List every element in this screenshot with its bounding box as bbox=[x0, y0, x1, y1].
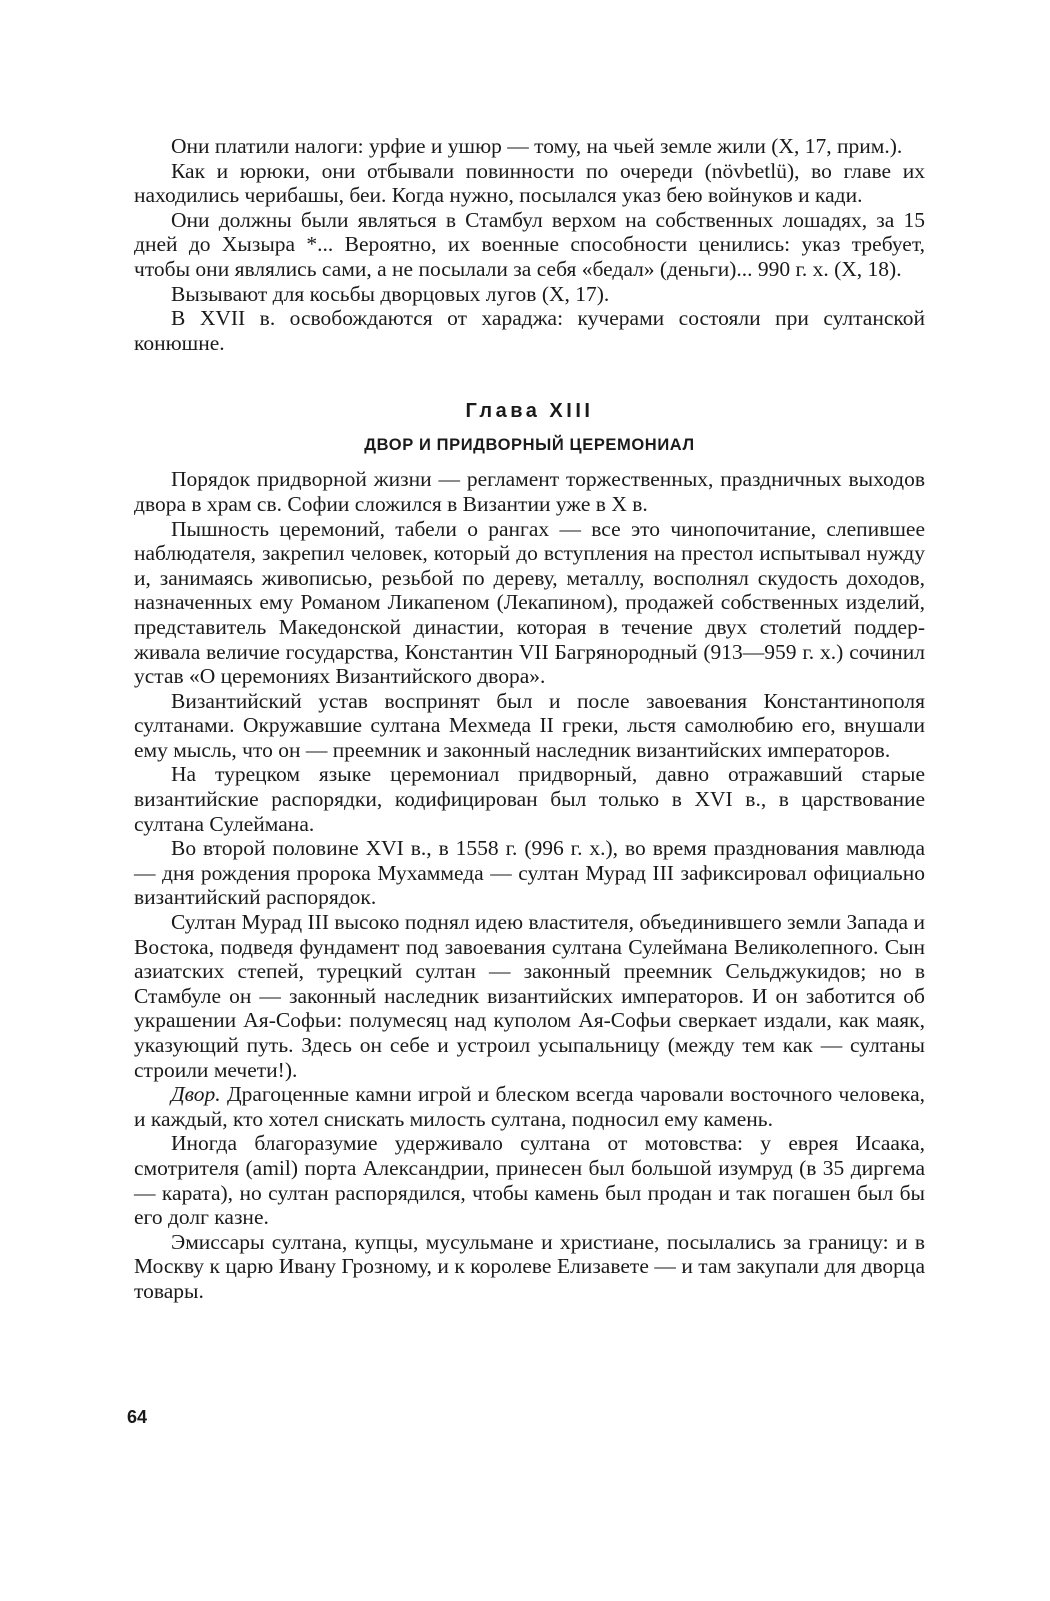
chapter-title: Глава XIII bbox=[465, 400, 594, 423]
paragraph-taxes: Они платили налоги: урфие и ушюр — тому, на чьей земле жили (X, 17, прим.). bbox=[171, 134, 903, 158]
paragraph-mawlid: Во второй половине XVI в., в 1558 г. (996 г. х.), во время празднования мавлюда — дня рождения пророка Мухаммеда — султан Мурад III зафиксировал официально византийский распорядок. bbox=[134, 836, 925, 910]
paragraph-court-order: Порядок придворной жизни — регламент торжественных, праздничных выходов двора в храм св. Софии сложился в Византии уже в X в. bbox=[134, 467, 925, 516]
paragraph-kharaj: В XVII в. освобождаются от хараджа: кучерами состояли при султанской конюшне. bbox=[134, 306, 925, 355]
paragraph-dvor bbox=[134, 1082, 925, 1131]
paragraph-emissaries: Эмиссары султана, купцы, мусульмане и христиане, посылались за границу: и в Москву к царю Ивану Грозному, и к королеве Елизавете — и там закупали для дворца товары. bbox=[134, 1229, 925, 1303]
page-number: 64 bbox=[127, 1407, 148, 1427]
chapter-subtitle: ДВОР И ПРИДВОРНЫЙ ЦЕРЕМОНИАЛ bbox=[364, 436, 695, 455]
paragraph-emerald: Иногда благоразумие удерживало султана от мотовства: у еврея Исаака, смотрителя (amil) порта Александрии, принесен был большой изумруд (в 35 диргема — карата), но султан распорядился, чтобы камень был продан и так погашен был бы его долг казне. bbox=[134, 1131, 925, 1230]
paragraph-byzantine-charter: Византийский устав воспринят был и после завоевания Константинополя султанами. Окружавшие султана Мехмеда II греки, льстя самолюбию его, внушали ему мысль, что он — преемник и законный наследник византийских императоров. bbox=[134, 688, 925, 762]
paragraph-duties: Как и юрюки, они отбывали повинности по очереди (növbetlü), во главе их находились черибашы, беи. Когда нужно, посылался указ бею войнуков и кади. bbox=[134, 158, 925, 208]
paragraph-meadows: Вызывают для косьбы дворцовых лугов (X, 17). bbox=[171, 281, 610, 306]
paragraph-ceremony: Пышность церемоний, табели о рангах — все это чинопочитание, слепившее наблюдателя, закрепил человек, который до вступления на престол испытывал нужду и, занимаясь живописью, резьбой по дереву, металлу, восполнял скудость доходов, назначенных ему Романом Ликапеном (Лекапином), продажей собственных изделий, представитель Македонской династии, которая в течение двух столетий поддерживала величие государства, Константин VII Багрянородный (913—959 г. х.) сочинил устав «О церемониях Византийского двора». bbox=[134, 516, 925, 689]
paragraph-istanbul: Они должны были являться в Стамбул верхом на собственных лошадях, за 15 дней до Хызыра *... Вероятно, их военные способности ценились: указ требует, чтобы они являлись сами, а не посылали за себя «бедал» (деньги)... 990 г. х. (X, 18). bbox=[134, 207, 925, 281]
paragraph-turkish-ceremonial: На турецком языке церемониал придворный, давно отражавший старые византийские распорядки, кодифицирован был только в XVI в., в царствование султана Сулеймана. bbox=[134, 762, 925, 836]
page-content bbox=[134, 134, 925, 1304]
dvor-lead-in: Двор. bbox=[171, 1082, 221, 1107]
dvor-text: Драгоценные камни игрой и блеском всегда чаровали восточного человека, и каждый, кто хотел снискать милость султана, подносил ему камень. bbox=[134, 1082, 925, 1131]
paragraph-murad: Султан Мурад III высоко поднял идею властителя, объединившего земли Запада и Востока, подведя фундамент под завоевания султана Сулеймана Великолепного. Сын азиатских степей, турецкий султан — законный преемник Сельджукидов; но в Стамбуле он — законный наследник византийских императоров. И он заботится об украшении Ая-Софьи: полумесяц над куполом Ая-Софьи сверкает издали, как маяк, указующий путь. Здесь он себе и устроил усыпальницу (между тем как — султаны строили мечети!). bbox=[134, 910, 925, 1082]
